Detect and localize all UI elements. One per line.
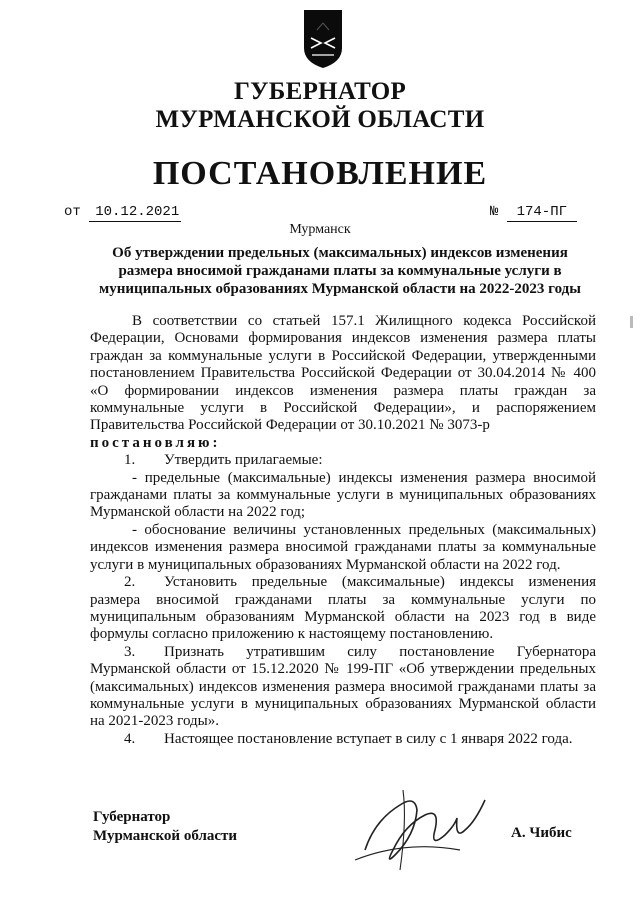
document-date: 10.12.2021 [89,204,181,222]
issuer-title-line1: ГУБЕРНАТОР [233,78,407,105]
item-4-number: 4. [124,730,136,747]
item-2 [90,574,596,644]
item-3-number: 3. [124,643,136,660]
document-body [90,313,596,748]
document-city: Мурманск [289,222,351,237]
item-1-subitem-b: - обоснование величины установленных предельных (максимальных) индексов изменения размера вносимой гражданами платы за коммунальные услуги в муниципальных образованиях Мурманской области на 2022 год. [90,521,596,573]
item-1-number: 1. [124,452,136,469]
item-1 [90,452,596,469]
date-prefix: от [64,204,81,220]
resolve-word: постановляю: [90,434,221,451]
margin-mark [630,316,633,328]
document-number-row [490,204,577,222]
number-prefix: № [490,204,499,220]
item-3 [90,644,596,731]
item-4 [90,731,596,748]
item-3-text: Признать утратившим силу постановление Губернатора Мурманской области от 15.12.2020 № 199-ПГ «Об утверждении предельных (максимальных) индексов изменения размера вносимой гражданами платы за коммунальные услуги в муниципальных образованиях Мурманской области на 2021-2023 годы». [90,643,596,730]
handwritten-signature-icon [345,780,495,875]
document-number: 174-ПГ [507,204,577,222]
signatory-position [93,808,237,846]
document-subject: Об утверждении предельных (максимальных) индексов изменения размера вносимой гражданами платы за коммунальные услуги в муниципальных образованиях Мурманской области на 2022-2023 годы [99,245,581,297]
document-type-title: ПОСТАНОВЛЕНИЕ [152,155,488,192]
preamble-paragraph: В соответствии со статьей 157.1 Жилищного кодекса Российской Федерации, Основами формирования индексов изменения размера платы граждан за коммунальные услуги в Российской Федерации, утвержденными постановлением Правительства Российской Федерации от 30.04.2014 № 400 «О формировании индексов изменения размера платы граждан за коммунальные услуги в Российской Федерации», и распоряжением Правительства Российской Федерации от 30.10.2021 № 3073-р [90,313,596,434]
item-4-text: Настоящее постановление вступает в силу с 1 января 2022 года. [164,730,573,747]
item-1-subitem-a: - предельные (максимальные) индексы изменения размера вносимой гражданами платы за коммунальные услуги в муниципальных образованиях Мурманской области на 2022 год; [90,469,596,521]
coat-of-arms-icon [300,8,346,70]
item-2-number: 2. [124,574,136,591]
signatory-position-line1: Губернатор [93,809,171,825]
issuer-title-line2: МУРМАНСКОЙ ОБЛАСТИ [155,106,485,133]
item-2-text: Установить предельные (максимальные) индексы изменения размера вносимой гражданами платы за коммунальные услуги по муниципальным образованиям Мурманской области на 2023 год в виде формулы согласно приложению к настоящему постановлению. [90,574,596,643]
item-1-text: Утвердить прилагаемые: [164,452,323,469]
signatory-name: А. Чибис [511,825,572,841]
document-date-row [64,204,181,222]
signatory-position-line2: Мурманской области [93,828,238,844]
